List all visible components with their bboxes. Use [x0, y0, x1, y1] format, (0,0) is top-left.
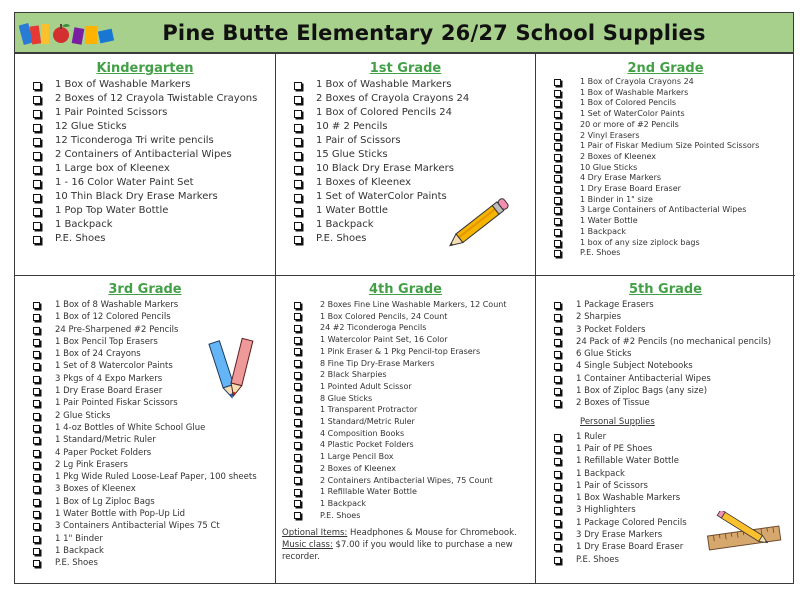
list-item: 1 Box of Washable Markers: [276, 78, 535, 92]
music-class-label: Music class:: [282, 540, 333, 551]
list-item: 1 Dry Erase Board Eraser: [536, 541, 795, 553]
list-item: 10 Black Dry Erase Markers: [276, 162, 535, 176]
list-item: 1 Ruler: [536, 431, 795, 443]
list-item: 1 Pop Top Water Bottle: [15, 204, 275, 218]
list-item: 2 Boxes of Tissue: [536, 397, 795, 409]
list-item: 3 Boxes of Kleenex: [15, 483, 275, 495]
list-item: 1 Pointed Adult Scissor: [276, 381, 535, 393]
list-item: 2 Glue Sticks: [15, 410, 275, 422]
list-item: P.E. Shoes: [276, 232, 535, 246]
list-item: 1 Pkg Wide Ruled Loose-Leaf Paper, 100 sheets: [15, 471, 275, 483]
list-item: 1 Box of Ziploc Bags (any size): [536, 385, 795, 397]
list-item: 1 Box of Crayola Crayons 24: [536, 77, 795, 88]
grade1-title: 1st Grade: [369, 61, 442, 76]
list-item: 1 Backpack: [15, 218, 275, 232]
list-item: 1 Set of 8 Watercolor Paints: [15, 360, 275, 372]
list-item: 2 Boxes of Kleenex: [276, 463, 535, 475]
page-title: Pine Butte Elementary 26/27 School Supplies: [162, 21, 706, 45]
ruler-pencil-icon: [704, 511, 784, 553]
list-item: 24 #2 Ticonderoga Pencils: [276, 322, 535, 334]
list-item: 15 Glue Sticks: [276, 148, 535, 162]
optional-items-label: Optional Items:: [282, 528, 348, 539]
list-item: P.E. Shoes: [276, 510, 535, 522]
list-item: 1 Refillable Water Bottle: [276, 486, 535, 498]
list-item: 24 Pack of #2 Pencils (no mechanical pencils): [536, 336, 795, 348]
optional-items-text: Headphones & Mouse for Chromebook.: [347, 528, 517, 539]
list-item: 3 Highlighters: [536, 504, 795, 516]
list-item: 3 Pocket Folders: [536, 324, 795, 336]
list-item: 10 Thin Black Dry Erase Markers: [15, 190, 275, 204]
list-item: 2 Boxes of Crayola Crayons 24: [276, 92, 535, 106]
list-item: 12 Glue Sticks: [15, 120, 275, 134]
list-item: 1 Pair Pointed Fiskar Scissors: [15, 397, 275, 409]
list-item: 4 Dry Erase Markers: [536, 173, 795, 184]
list-item: 1 Water Bottle: [536, 216, 795, 227]
list-item: 1 Backpack: [276, 498, 535, 510]
list-item: 1 Set of WaterColor Paints: [536, 109, 795, 120]
list-item: 3 Pkgs of 4 Expo Markers: [15, 373, 275, 385]
list-item: 3 Dry Erase Markers: [536, 529, 795, 541]
list-item: 1 Box Colored Pencils, 24 Count: [276, 311, 535, 323]
list-item: 1 Standard/Metric Ruler: [15, 434, 275, 446]
grade3-title: 3rd Grade: [108, 282, 182, 297]
list-item: 1 Package Colored Pencils: [536, 517, 795, 529]
list-item: 1 Transparent Protractor: [276, 404, 535, 416]
list-item: 1 1" Binder: [15, 533, 275, 545]
list-item: 1 - 16 Color Water Paint Set: [15, 176, 275, 190]
list-item: 20 or more of #2 Pencils: [536, 120, 795, 131]
list-item: P.E. Shoes: [536, 554, 795, 566]
list-item: 1 Pair of Fiskar Medium Size Pointed Scissors: [536, 141, 795, 152]
supplies-grid: [14, 53, 794, 584]
list-item: 1 Pair Pointed Scissors: [15, 106, 275, 120]
kindergarten-title: Kindergarten: [96, 61, 194, 76]
list-item: 1 Pink Eraser & 1 Pkg Pencil-top Erasers: [276, 346, 535, 358]
list-item: 8 Fine Tip Dry-Erase Markers: [276, 358, 535, 370]
page-header: [14, 12, 794, 53]
list-item: 1 Backpack: [536, 468, 795, 480]
pencil-icon: [446, 194, 516, 249]
grade4-section: [276, 276, 536, 583]
grade1-section: [276, 54, 536, 276]
list-item: 2 Vinyl Erasers: [536, 131, 795, 142]
list-item: 1 Backpack: [536, 227, 795, 238]
list-item: 2 Boxes of 12 Crayola Twistable Crayons: [15, 92, 275, 106]
list-item: 4 Paper Pocket Folders: [15, 447, 275, 459]
list-item: 1 Watercolor Paint Set, 16 Color: [276, 334, 535, 346]
list-item: 1 Box Pencil Top Erasers: [15, 336, 275, 348]
list-item: 1 Dry Erase Board Eraser: [536, 184, 795, 195]
grade5-list: [536, 299, 795, 410]
list-item: 1 Refillable Water Bottle: [536, 455, 795, 467]
list-item: 1 Pair of PE Shoes: [536, 443, 795, 455]
list-item: 1 Box of Washable Markers: [15, 78, 275, 92]
grade4-list: [276, 299, 535, 521]
colored-pencils-icon: [203, 333, 261, 403]
list-item: 1 Box of Washable Markers: [536, 88, 795, 99]
list-item: 2 Containers of Antibacterial Wipes: [15, 148, 275, 162]
grade2-title: 2nd Grade: [627, 61, 704, 76]
list-item: 1 Large box of Kleenex: [15, 162, 275, 176]
list-item: 1 Water Bottle: [276, 204, 535, 218]
list-item: 1 Water Bottle with Pop-Up Lid: [15, 508, 275, 520]
list-item: 24 Pre-Sharpened #2 Pencils: [15, 324, 275, 336]
list-item: 1 Large Pencil Box: [276, 451, 535, 463]
personal-supplies-label: Personal Supplies: [580, 416, 655, 427]
list-item: 1 Box of Lg Ziploc Bags: [15, 496, 275, 508]
list-item: P.E. Shoes: [15, 232, 275, 246]
list-item: 1 Backpack: [276, 218, 535, 232]
list-item: 2 Boxes of Kleenex: [536, 152, 795, 163]
kindergarten-list: [15, 78, 275, 246]
list-item: 3 Large Containers of Antibacterial Wipes: [536, 205, 795, 216]
list-item: 1 Box of Colored Pencils: [536, 98, 795, 109]
list-item: 1 Standard/Metric Ruler: [276, 416, 535, 428]
list-item: P.E. Shoes: [15, 557, 275, 569]
list-item: 3 Containers Antibacterial Wipes 75 Ct: [15, 520, 275, 532]
list-item: 1 Box Washable Markers: [536, 492, 795, 504]
list-item: 1 Box of 8 Washable Markers: [15, 299, 275, 311]
list-item: 1 Box of 12 Colored Pencils: [15, 311, 275, 323]
grade2-section: [536, 54, 795, 276]
list-item: 1 Boxes of Kleenex: [276, 176, 535, 190]
list-item: 1 Package Erasers: [536, 299, 795, 311]
list-item: 4 Single Subject Notebooks: [536, 360, 795, 372]
grade5-section: [536, 276, 795, 583]
grade5-title: 5th Grade: [628, 282, 703, 297]
list-item: 2 Lg Pink Erasers: [15, 459, 275, 471]
list-item: 12 Ticonderoga Tri write pencils: [15, 134, 275, 148]
grade4-title: 4th Grade: [368, 282, 443, 297]
optional-items-note: [276, 521, 535, 563]
grade3-section: [15, 276, 276, 583]
list-item: 1 Box of 24 Crayons: [15, 348, 275, 360]
list-item: 1 Container Antibacterial Wipes: [536, 373, 795, 385]
list-item: 4 Composition Books: [276, 428, 535, 440]
list-item: P.E. Shoes: [536, 248, 795, 259]
list-item: 1 Pair of Scissors: [536, 480, 795, 492]
list-item: 4 Plastic Pocket Folders: [276, 439, 535, 451]
grade2-list: [536, 77, 795, 259]
list-item: 10 # 2 Pencils: [276, 120, 535, 134]
list-item: 1 Box of Colored Pencils 24: [276, 106, 535, 120]
list-item: 8 Glue Sticks: [276, 393, 535, 405]
list-item: 6 Glue Sticks: [536, 348, 795, 360]
list-item: 1 4-oz Bottles of White School Glue: [15, 422, 275, 434]
list-item: 1 Binder in 1" size: [536, 195, 795, 206]
list-item: 1 Dry Erase Board Eraser: [15, 385, 275, 397]
list-item: 1 Backpack: [15, 545, 275, 557]
list-item: 2 Containers Antibacterial Wipes, 75 Count: [276, 475, 535, 487]
list-item: 2 Black Sharpies: [276, 369, 535, 381]
list-item: 1 Set of WaterColor Paints: [276, 190, 535, 204]
list-item: 2 Boxes Fine Line Washable Markers, 12 Count: [276, 299, 535, 311]
list-item: 1 Pair of Scissors: [276, 134, 535, 148]
list-item: 2 Sharpies: [536, 311, 795, 323]
list-item: 10 Glue Sticks: [536, 163, 795, 174]
kindergarten-section: [15, 54, 276, 276]
list-item: 1 box of any size ziplock bags: [536, 238, 795, 249]
music-class-text: $7.00 if you would like to purchase a new recorder.: [282, 540, 513, 563]
